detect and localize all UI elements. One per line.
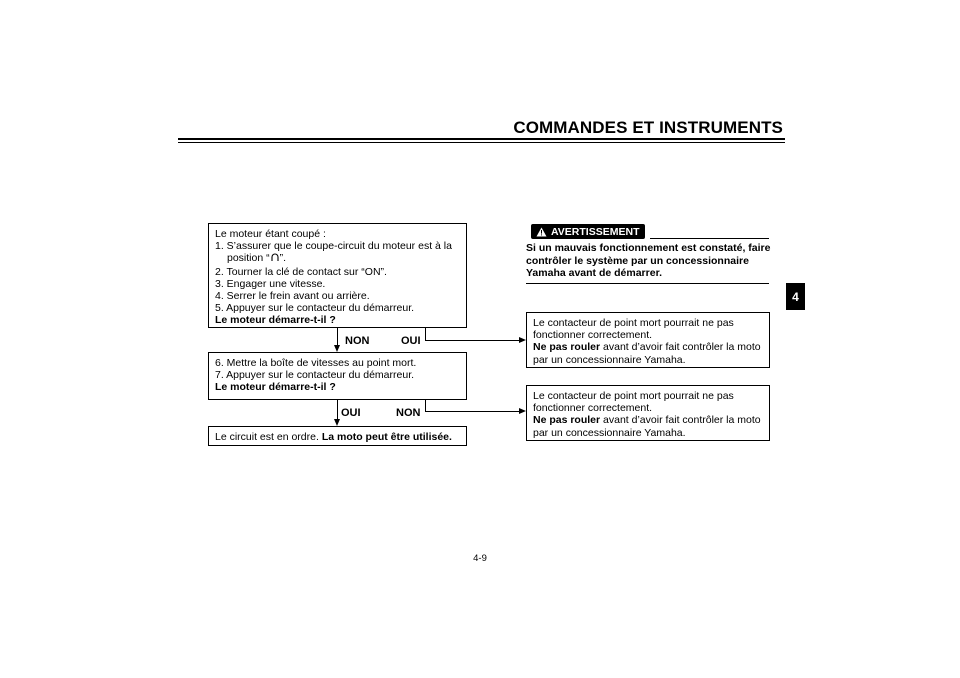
flow-box-result-2: [526, 385, 770, 441]
box1-step5: 5. Appuyer sur le contacteur du démarreur.: [215, 302, 415, 315]
warning-rule: [650, 238, 769, 239]
warning-label: AVERTISSEMENT: [551, 225, 640, 238]
result2-bold: Ne pas rouler: [533, 414, 601, 427]
warning-bottom-rule: [526, 283, 769, 284]
result1-line1: Le contacteur de point mort pourrait ne pas fonctionner correctement.: [533, 317, 734, 342]
box1-question: Le moteur démarre-t-il ?: [215, 314, 336, 327]
result1-rest: avant d’avoir fait contrôler la moto par un concessionnaire Yamaha.: [533, 341, 761, 366]
arrow-down-icon: [334, 345, 340, 352]
result2-rest: avant d’avoir fait contrôler la moto par un concessionnaire Yamaha.: [533, 414, 761, 439]
arrow-right-icon: [519, 337, 526, 343]
box2-question: Le moteur démarre-t-il ?: [215, 381, 336, 394]
warning-triangle-icon: [536, 227, 547, 237]
page-title: COMMANDES ET INSTRUMENTS: [513, 118, 783, 137]
flow1-yes-label: OUI: [401, 335, 421, 347]
engine-run-symbol-icon: [270, 252, 280, 265]
result2-advice: [533, 414, 763, 438]
warning-badge: [531, 224, 645, 239]
box1-intro: Le moteur étant coupé :: [215, 228, 326, 240]
box3-bold: La moto peut être utilisée.: [321, 431, 452, 443]
box1-step4: 4. Serrer le frein avant ou arrière.: [215, 290, 370, 303]
box1-step2: 2. Tourner la clé de contact sur “ON”.: [215, 265, 387, 278]
connector-box1-yes-h: [425, 340, 519, 341]
box3-text: [215, 431, 460, 443]
header-rule-thick: [178, 138, 785, 140]
box1-step1: 1. S’assurer que le coupe-circuit du moteur est à la: [215, 240, 452, 253]
page-number: 4-9: [473, 553, 487, 564]
result1-bold: Ne pas rouler: [533, 341, 601, 354]
flow2-no-label: NON: [396, 407, 421, 419]
chapter-tab: 4: [786, 283, 805, 310]
flow-box-ok: [208, 426, 467, 446]
result2-line1: Le contacteur de point mort pourrait ne pas fonctionner correctement.: [533, 390, 734, 415]
flow-box-neutral-check: [208, 352, 467, 400]
warning-text: Si un mauvais fonctionnement est constaté, faire contrôler le système par un concessionnaire Yamaha avant de démarrer.: [526, 242, 771, 279]
box2-step7: 7. Appuyer sur le contacteur du démarreur.: [215, 369, 415, 382]
flow-box-start-check: [208, 223, 467, 328]
box1-step1-cont: [215, 252, 460, 265]
box2-step6: 6. Mettre la boîte de vitesses au point mort.: [215, 357, 417, 369]
flow1-no-label: NON: [345, 335, 370, 347]
result1-advice: [533, 341, 763, 365]
arrow-right-icon: [519, 408, 526, 414]
box1-step1-post: ”.: [279, 252, 287, 265]
arrow-down-icon: [334, 419, 340, 426]
connector-box1-down: [337, 328, 338, 345]
flow2-yes-label: OUI: [341, 407, 361, 419]
box3-normal: Le circuit est en ordre.: [215, 431, 322, 443]
connector-box2-no-h: [425, 411, 519, 412]
box1-step1-pre: position “: [227, 252, 270, 265]
connector-box2-down: [337, 400, 338, 419]
flow-box-result-1: [526, 312, 770, 368]
header-rule-thin: [178, 142, 785, 143]
box1-step3: 3. Engager une vitesse.: [215, 277, 326, 290]
